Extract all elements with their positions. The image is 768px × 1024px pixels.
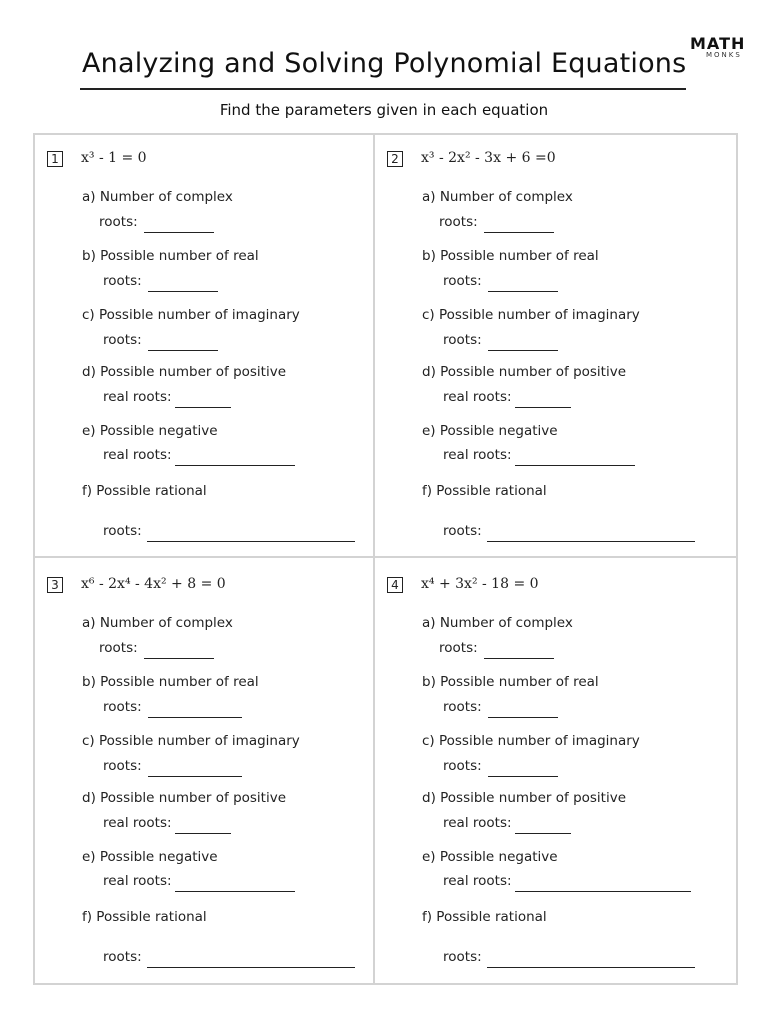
question-c: c) Possible number of imaginary <box>422 307 640 323</box>
question-b: b) Possible number of real <box>82 248 259 264</box>
problem-equation: x³ - 2x² - 3x + 6 =0 <box>421 150 556 166</box>
problem-number-box: 1 <box>47 151 63 167</box>
question-a: a) Number of complex <box>82 189 233 205</box>
answer-c-blank[interactable] <box>148 776 242 777</box>
answer-e-blank[interactable] <box>175 891 295 892</box>
answer-c-label: roots: <box>103 758 142 774</box>
question-c: c) Possible number of imaginary <box>422 733 640 749</box>
answer-b-blank[interactable] <box>488 291 558 292</box>
question-c: c) Possible number of imaginary <box>82 307 300 323</box>
answer-f-label: roots: <box>443 523 482 539</box>
question-a: a) Number of complex <box>82 615 233 631</box>
answer-a-blank[interactable] <box>144 658 214 659</box>
answer-c-blank[interactable] <box>148 350 218 351</box>
answer-d-label: real roots: <box>103 815 172 831</box>
problem-number-box: 2 <box>387 151 403 167</box>
question-e: e) Possible negative <box>422 423 558 439</box>
answer-e-blank[interactable] <box>515 465 635 466</box>
answer-c-blank[interactable] <box>488 350 558 351</box>
answer-d-blank[interactable] <box>515 833 571 834</box>
problem-number-box: 4 <box>387 577 403 593</box>
answer-e-label: real roots: <box>443 873 512 889</box>
answer-e-label: real roots: <box>103 873 172 889</box>
question-a: a) Number of complex <box>422 615 573 631</box>
grid-vertical-divider <box>373 133 375 985</box>
answer-c-label: roots: <box>443 758 482 774</box>
answer-f-label: roots: <box>443 949 482 965</box>
problem-equation: x⁴ + 3x² - 18 = 0 <box>421 576 539 592</box>
answer-f-blank[interactable] <box>147 541 355 542</box>
answer-a-blank[interactable] <box>484 658 554 659</box>
question-e: e) Possible negative <box>82 849 218 865</box>
answer-b-label: roots: <box>443 273 482 289</box>
problem-number-box: 3 <box>47 577 63 593</box>
answer-d-blank[interactable] <box>175 407 231 408</box>
math-monks-logo <box>690 34 750 59</box>
problem-equation: x³ - 1 = 0 <box>81 150 147 166</box>
answer-a-label: roots: <box>99 640 138 656</box>
logo-sub-text: MONKS <box>706 51 742 59</box>
answer-c-blank[interactable] <box>488 776 558 777</box>
answer-c-label: roots: <box>443 332 482 348</box>
question-b: b) Possible number of real <box>82 674 259 690</box>
question-f: f) Possible rational <box>422 909 547 925</box>
answer-d-label: real roots: <box>103 389 172 405</box>
answer-f-blank[interactable] <box>147 967 355 968</box>
answer-f-blank[interactable] <box>487 967 695 968</box>
question-f: f) Possible rational <box>82 483 207 499</box>
answer-b-blank[interactable] <box>148 717 242 718</box>
answer-a-label: roots: <box>439 214 478 230</box>
question-d: d) Possible number of positive <box>82 790 287 806</box>
worksheet-instructions: Find the parameters given in each equation <box>219 101 549 119</box>
question-d: d) Possible number of positive <box>422 790 627 806</box>
title-underline <box>80 88 686 90</box>
answer-f-blank[interactable] <box>487 541 695 542</box>
question-e: e) Possible negative <box>82 423 218 439</box>
answer-e-blank[interactable] <box>515 891 691 892</box>
question-f: f) Possible rational <box>82 909 207 925</box>
answer-b-label: roots: <box>103 699 142 715</box>
answer-b-label: roots: <box>443 699 482 715</box>
question-f: f) Possible rational <box>422 483 547 499</box>
answer-d-blank[interactable] <box>175 833 231 834</box>
answer-b-label: roots: <box>103 273 142 289</box>
answer-e-blank[interactable] <box>175 465 295 466</box>
answer-c-label: roots: <box>103 332 142 348</box>
answer-b-blank[interactable] <box>148 291 218 292</box>
answer-b-blank[interactable] <box>488 717 558 718</box>
logo-main-text: MATH <box>690 34 746 53</box>
question-b: b) Possible number of real <box>422 674 599 690</box>
question-d: d) Possible number of positive <box>422 364 627 380</box>
answer-d-label: real roots: <box>443 389 512 405</box>
answer-f-label: roots: <box>103 523 142 539</box>
answer-f-label: roots: <box>103 949 142 965</box>
question-a: a) Number of complex <box>422 189 573 205</box>
answer-e-label: real roots: <box>103 447 172 463</box>
worksheet-title: Analyzing and Solving Polynomial Equations <box>82 48 687 79</box>
answer-e-label: real roots: <box>443 447 512 463</box>
answer-a-label: roots: <box>99 214 138 230</box>
grid-horizontal-divider <box>33 556 738 558</box>
question-e: e) Possible negative <box>422 849 558 865</box>
problem-equation: x⁶ - 2x⁴ - 4x² + 8 = 0 <box>81 576 226 592</box>
question-d: d) Possible number of positive <box>82 364 287 380</box>
question-c: c) Possible number of imaginary <box>82 733 300 749</box>
answer-a-blank[interactable] <box>144 232 214 233</box>
answer-d-blank[interactable] <box>515 407 571 408</box>
question-b: b) Possible number of real <box>422 248 599 264</box>
answer-a-label: roots: <box>439 640 478 656</box>
answer-a-blank[interactable] <box>484 232 554 233</box>
answer-d-label: real roots: <box>443 815 512 831</box>
